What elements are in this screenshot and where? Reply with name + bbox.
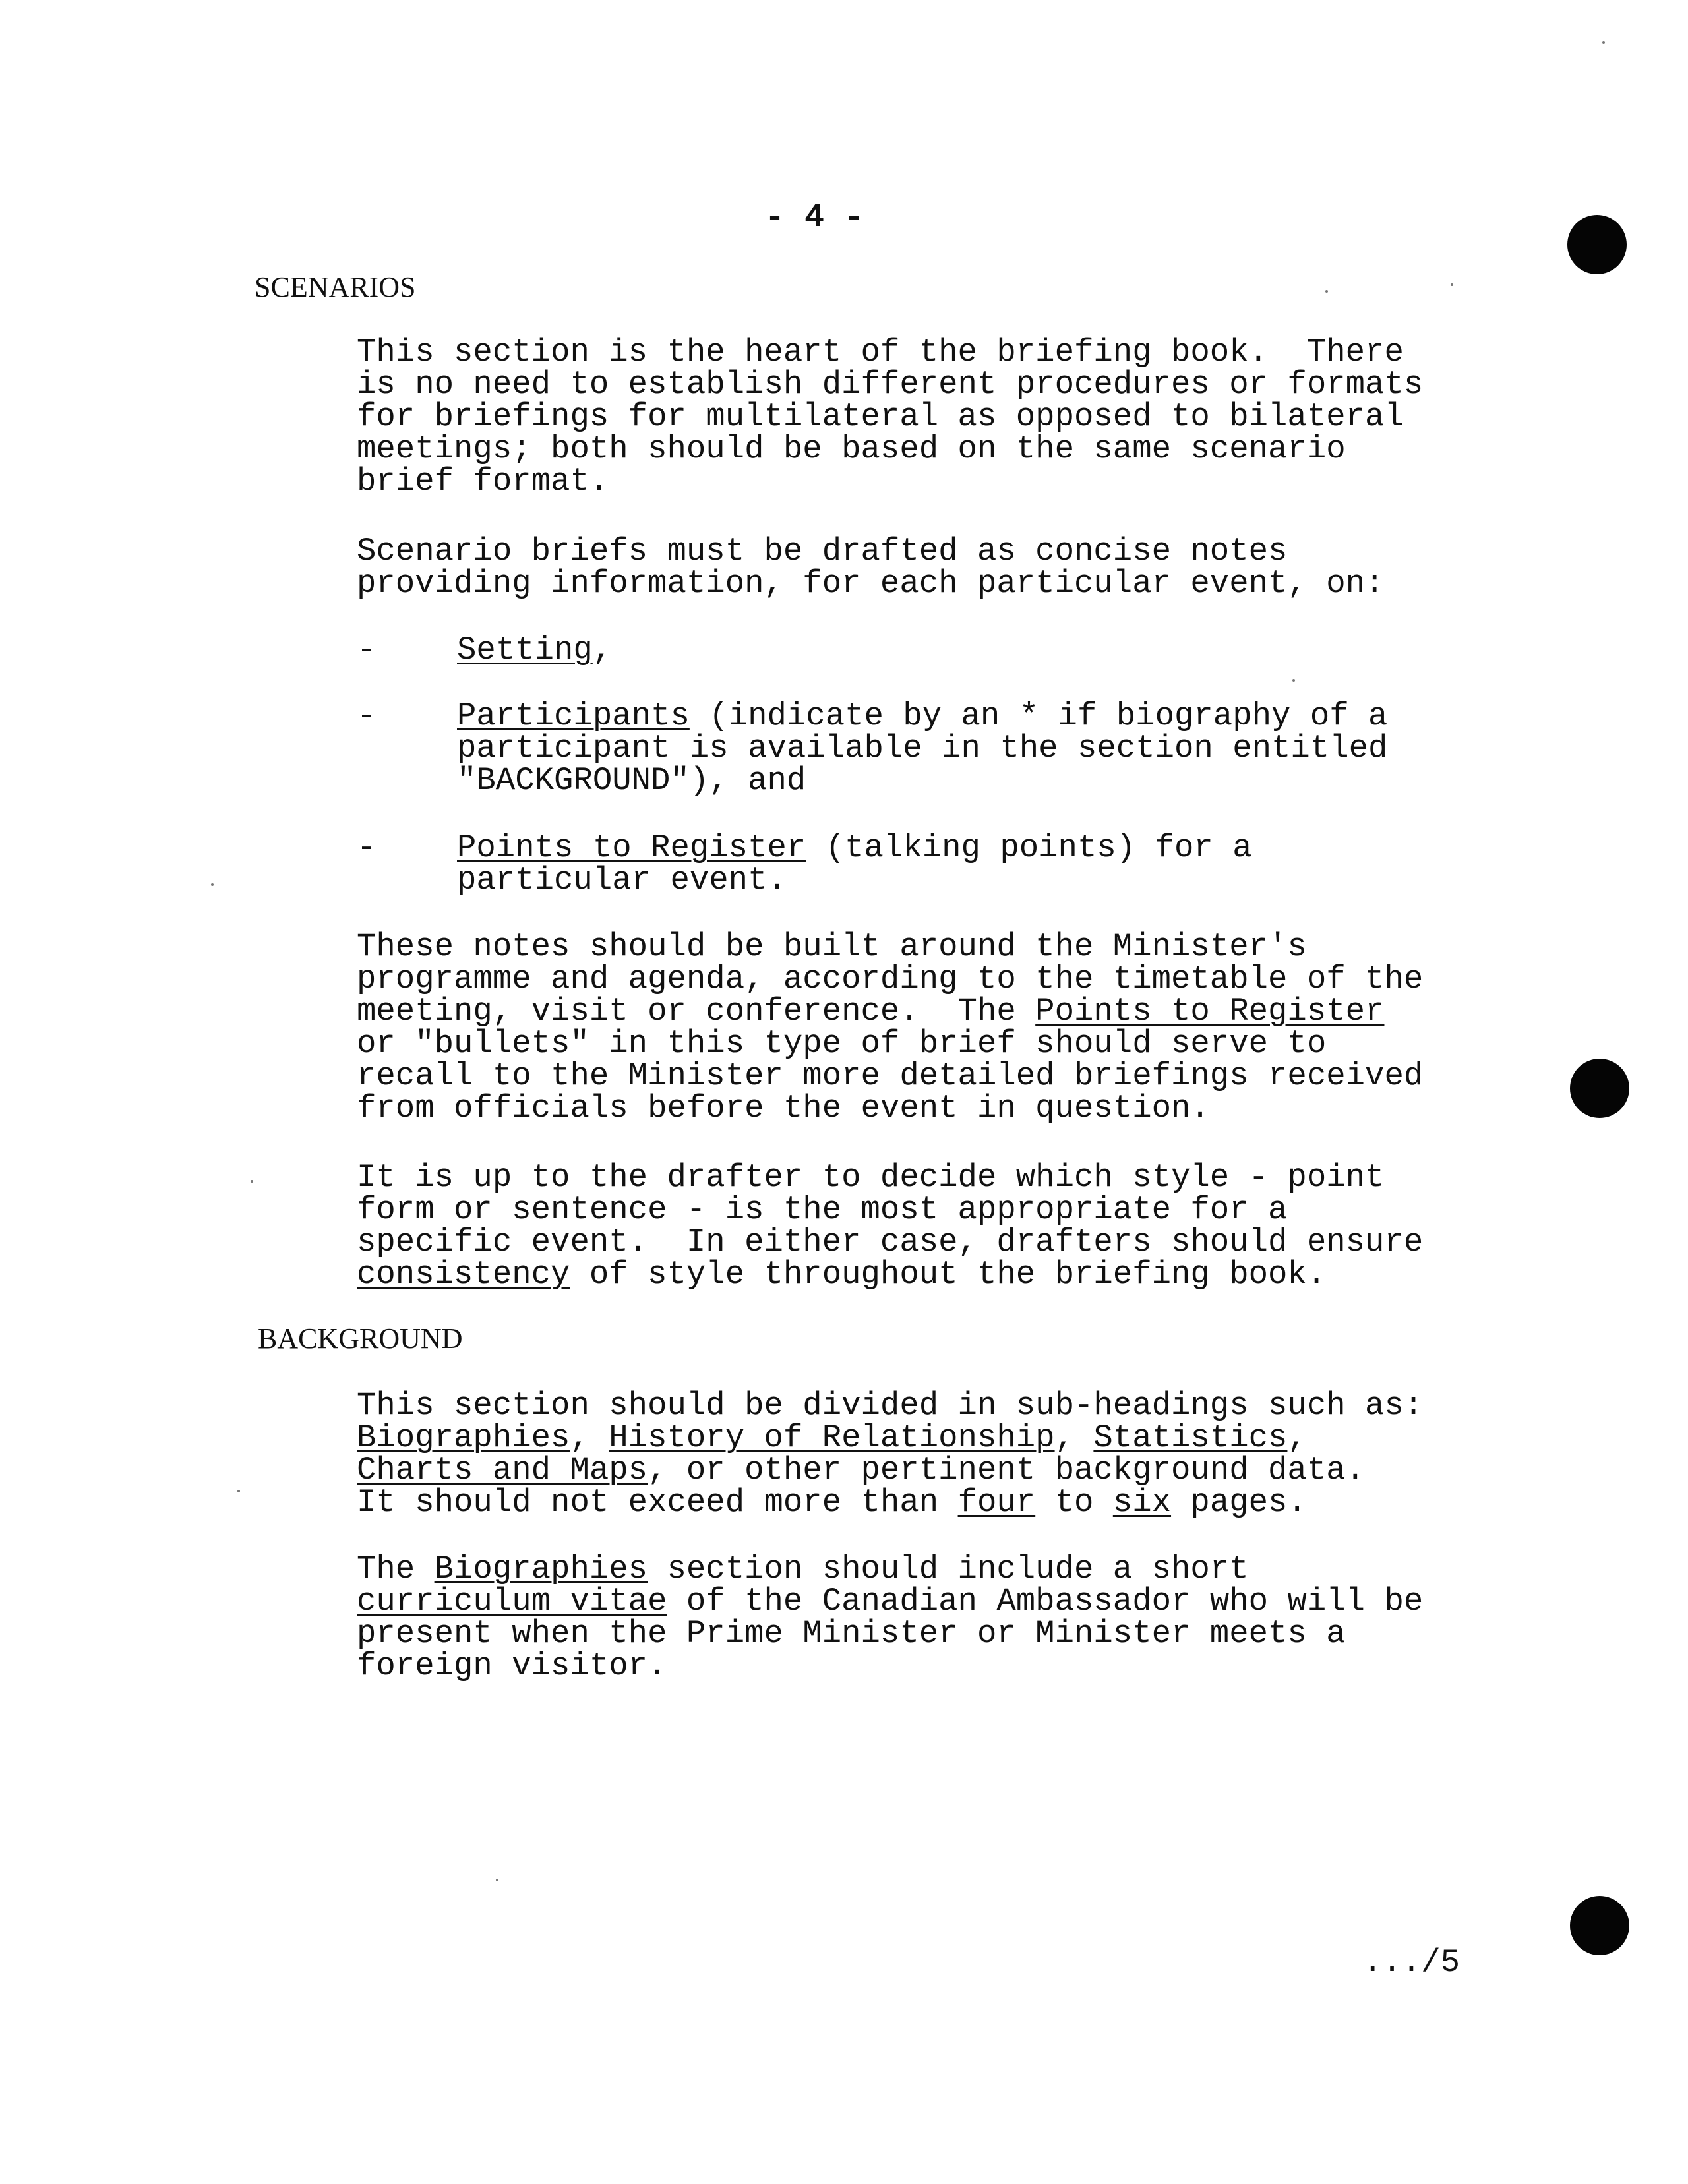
scenarios-paragraph-3: These notes should be built around the Minister's programme and agenda, according to the timetable of the meeting, visit or conference. The Points to Register or "bullets" in this type of brief should serve to recall to the Minister more detailed briefings received from officials before the event in question.: [357, 928, 1424, 1127]
bullet-participants: Participants (indicate by an * if biography of a participant is available in the section entitled "BACKGROUND"), and: [457, 697, 1388, 799]
scan-speck: [251, 1180, 253, 1183]
background-paragraph-2: The Biographies section should include a short curriculum vitae of the Canadian Ambassador who will be present when the Prime Minister or Minister meets a foreign visitor.: [357, 1550, 1424, 1684]
scan-speck: [1451, 283, 1453, 286]
punch-hole-middle: [1570, 1059, 1629, 1118]
bullet-dash: -: [357, 829, 377, 866]
scenarios-paragraph-4: It is up to the drafter to decide which style - point form or sentence - is the most appropriate for a specific event. In either case, drafters should ensure consistency of style throughout the briefing book.: [357, 1159, 1424, 1293]
scenarios-paragraph-1: This section is the heart of the briefing book. There is no need to establish different procedures or formats for briefings for multilateral as opposed to bilateral meetings; both should be based on the same scenario brief format.: [357, 334, 1424, 500]
punch-hole-bottom: [1570, 1896, 1629, 1955]
scenarios-paragraph-2: Scenario briefs must be drafted as concise notes providing information, for each particular event, on:: [357, 533, 1385, 602]
continued-marker: .../5: [1363, 1944, 1461, 1981]
bullet-points-to-register: Points to Register (talking points) for a particular event.: [457, 829, 1252, 899]
punch-hole-top: [1567, 215, 1627, 274]
bullet-setting: Setting,: [457, 632, 613, 668]
bullet-dash: -: [357, 632, 377, 668]
background-paragraph-1: This section should be divided in sub-headings such as: Biographies, History of Relationship, Statistics, Charts and Maps, or other pertinent background data. It should not exceed more than four to six pages.: [357, 1387, 1424, 1521]
section-heading-scenarios: SCENARIOS: [255, 271, 416, 303]
section-heading-background: BACKGROUND: [258, 1322, 463, 1355]
scan-speck: [1602, 41, 1605, 44]
bullet-dash: -: [357, 697, 377, 734]
page-number: - 4 -: [765, 199, 864, 237]
scan-speck: [496, 1879, 498, 1881]
scan-speck: [237, 1490, 240, 1492]
scan-speck: [211, 883, 214, 886]
scan-speck: [1292, 679, 1295, 682]
scan-speck: [1325, 290, 1328, 293]
